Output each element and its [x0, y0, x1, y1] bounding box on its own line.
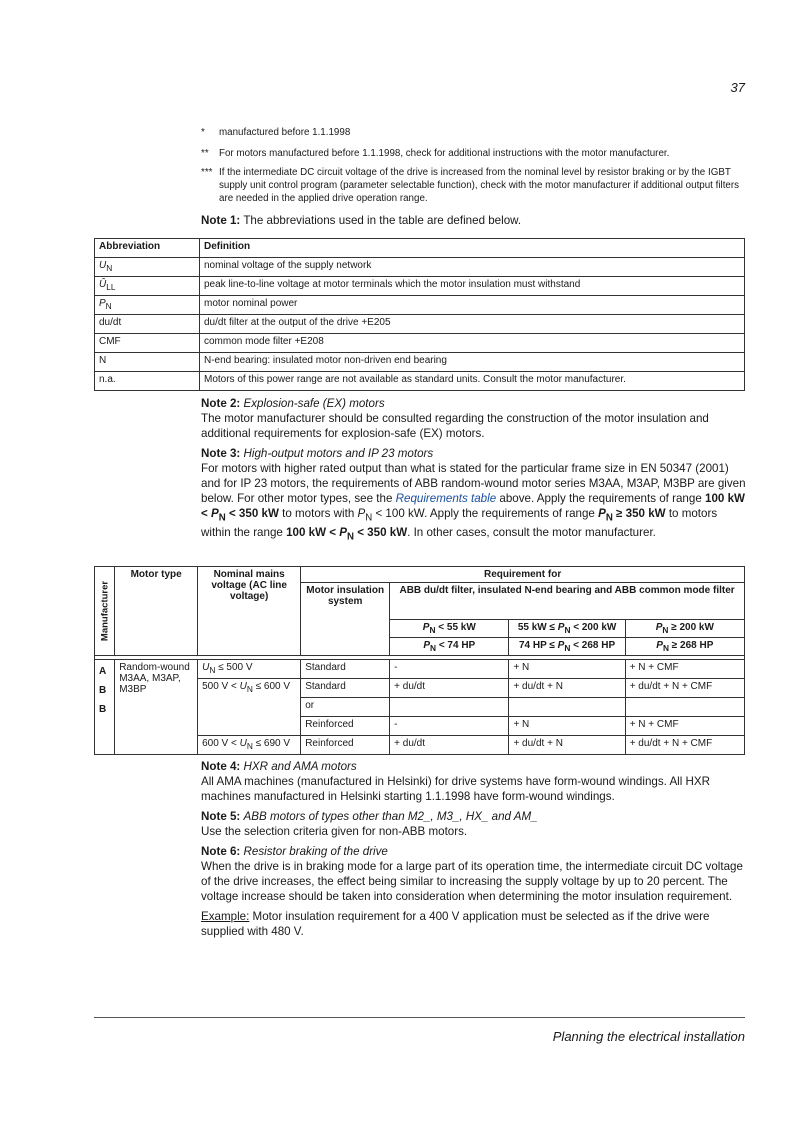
insulation-cell: Standard [301, 679, 390, 698]
voltage-cell: 500 $V < U_N \le 600$ V [198, 679, 301, 736]
definition-cell: peak line-to-line voltage at motor terminals which the motor insulation must withstand [200, 277, 745, 296]
table-row [95, 372, 745, 391]
note-label: Note 1: [201, 214, 241, 227]
footnote-3 [201, 166, 746, 205]
req-cell [509, 698, 625, 717]
motor-type-header: Motor type [115, 567, 198, 656]
req-cell [390, 698, 509, 717]
req-cell: + du/dt + N + CMF [625, 736, 744, 755]
table-header-row [95, 567, 745, 583]
page-number: 37 [730, 80, 745, 95]
footnote-2 [201, 147, 746, 160]
footnote-mark: ** [201, 148, 209, 159]
abbr-cell: CMF [95, 334, 200, 353]
note-title: Resistor braking of the drive [243, 845, 388, 858]
table-row [95, 277, 745, 296]
column-header: Abbreviation [95, 239, 200, 258]
req-cell: + du/dt + N [509, 679, 625, 698]
footnote-mark: *** [201, 167, 213, 178]
insulation-cell: Standard [301, 660, 390, 679]
req-cell: + N [509, 660, 625, 679]
table-row [95, 334, 745, 353]
voltage-cell: 600 $V < U_N \le 690$ V [198, 736, 301, 755]
req-cell: + du/dt [390, 679, 509, 698]
req-cell: + du/dt [390, 736, 509, 755]
power-col-header: $P_N < 55$ kW [390, 620, 509, 638]
note-text: The motor manufacturer should be consulted regarding the construction of the motor insulation and additional requirements for explosion-safe (EX) motors. [201, 412, 709, 440]
requirements-table-link[interactable]: Requirements table [395, 492, 497, 505]
req-cell: - [390, 717, 509, 736]
notes-4-6 [201, 759, 746, 939]
note-title: High-output motors and IP 23 motors [243, 447, 434, 460]
note-text: When the drive is in braking mode for a large part of its operation time, the intermediate circuit DC voltage of the drive increases, the effect being similar to increasing the supply voltage by up to 20 percent. The voltage increase should be taken into consideration when determining the motor insulation requirement. [201, 860, 743, 903]
abbr-cell: $U_N$ [95, 258, 200, 277]
filter-header: ABB du/dt filter, insulated N-end bearing and ABB common mode filter [390, 583, 745, 620]
footnote-mark: * [201, 127, 205, 138]
abbr-cell: du/dt [95, 315, 200, 334]
req-cell: + N [509, 717, 625, 736]
note-text: Use the selection criteria given for non-ABB motors. [201, 825, 468, 838]
note-title: ABB motors of types other than M2_, M3_, HX_ and AM_ [243, 810, 538, 823]
insulation-cell: Reinforced [301, 736, 390, 755]
note-title: Explosion-safe (EX) motors [243, 397, 385, 410]
req-cell: + N + CMF [625, 717, 744, 736]
power-col-header: $P_N \ge 200$ kW [625, 620, 744, 638]
insulation-cell: Reinforced [301, 717, 390, 736]
notes-2-3 [201, 396, 746, 545]
table-row [95, 353, 745, 372]
motor-type-cell: Random-wound M3AA, M3AP, M3BP [115, 660, 198, 755]
note-label: Note 5: [201, 810, 241, 823]
abbr-cell: $Û_{LL}$ [95, 277, 200, 296]
column-header: Definition [200, 239, 745, 258]
note-label: Note 3: [201, 447, 241, 460]
definition-cell: nominal voltage of the supply network [200, 258, 745, 277]
table-header-row [95, 239, 745, 258]
footnote-text: For motors manufactured before 1.1.1998, check for additional instructions with the motor manufacturer. [219, 148, 670, 159]
power-col-header: $P_N \ge 268$ HP [625, 638, 744, 656]
note-text: All AMA machines (manufactured in Helsinki) for drive systems have form-wound windings. All HXR machines manufactured in Helsinki starting 1.1.1998 have form-wound windings. [201, 775, 711, 803]
manufacturer-cell: A B B [95, 660, 115, 755]
abbr-cell: N [95, 353, 200, 372]
definition-cell: du/dt filter at the output of the drive +E205 [200, 315, 745, 334]
table-row [95, 296, 745, 315]
req-cell: + du/dt + N + CMF [625, 679, 744, 698]
power-col-header: $P_N < 74$ HP [390, 638, 509, 656]
voltage-header: Nominal mains voltage (AC line voltage) [198, 567, 301, 656]
note-label: Note 4: [201, 760, 241, 773]
footnote-text: manufactured before 1.1.1998 [219, 127, 351, 138]
abbr-cell: n.a. [95, 372, 200, 391]
abbreviation-table [94, 238, 745, 391]
note-3-text: For motors with higher rated output than what is stated for the particular frame size in EN 50347 (2001) and for IP 23 motors, the requirements of ABB random-wound motor series M3AA, M3AP, M3BP are given below. For other motor types, see the Requirements table above. Apply the requirements of range 100 kW < $P_N < 350$ kW to motors with $P_N < 100$ kW. Apply the requirements of range $P_N \ge 350$ kW to motors within the range 100 kW < $P_N < 350$ kW. In other cases, consult the motor manufacturer. [201, 462, 746, 543]
insulation-cell: or [301, 698, 390, 717]
note-title: HXR and AMA motors [243, 760, 357, 773]
abbr-cell: $P_N$ [95, 296, 200, 315]
footer-title: Planning the electrical installation [552, 1029, 745, 1044]
req-cell: + du/dt + N [509, 736, 625, 755]
req-cell [625, 698, 744, 717]
definition-cell: common mode filter +E208 [200, 334, 745, 353]
requirement-table [94, 566, 745, 755]
footnote-text: If the intermediate DC circuit voltage of the drive is increased from the nominal level by resistor braking or by the IGBT supply unit control program (parameter selectable function), check with the motor manufacturer if additional output filters are needed in the applied drive operation range. [219, 167, 740, 204]
note-text: The abbreviations used in the table are defined below. [243, 214, 522, 227]
table-row [95, 258, 745, 277]
note-label: Note 6: [201, 845, 241, 858]
insulation-header: Motor insulation system [301, 583, 390, 656]
table-row [95, 315, 745, 334]
definition-cell: N-end bearing: insulated motor non-driven end bearing [200, 353, 745, 372]
power-col-header: 74 HP ≤ $P_N < 268$ HP [509, 638, 625, 656]
voltage-cell: $U_N \le 500$ V [198, 660, 301, 679]
table-row [95, 660, 745, 679]
footer-divider [94, 1017, 745, 1018]
note-1 [201, 213, 746, 228]
footnote-1 [201, 126, 746, 139]
requirement-header: Requirement for [301, 567, 745, 583]
req-cell: - [390, 660, 509, 679]
power-col-header: 55 kW ≤ $P_N < 200$ kW [509, 620, 625, 638]
manufacturer-header: Manufacturer [95, 567, 115, 656]
note-label: Note 2: [201, 397, 241, 410]
definition-cell: motor nominal power [200, 296, 745, 315]
definition-cell: Motors of this power range are not available as standard units. Consult the motor manufacturer. [200, 372, 745, 391]
req-cell: + N + CMF [625, 660, 744, 679]
example-text: Example: Motor insulation requirement for a 400 V application must be selected as if the drive were supplied with 480 V. [201, 910, 710, 938]
